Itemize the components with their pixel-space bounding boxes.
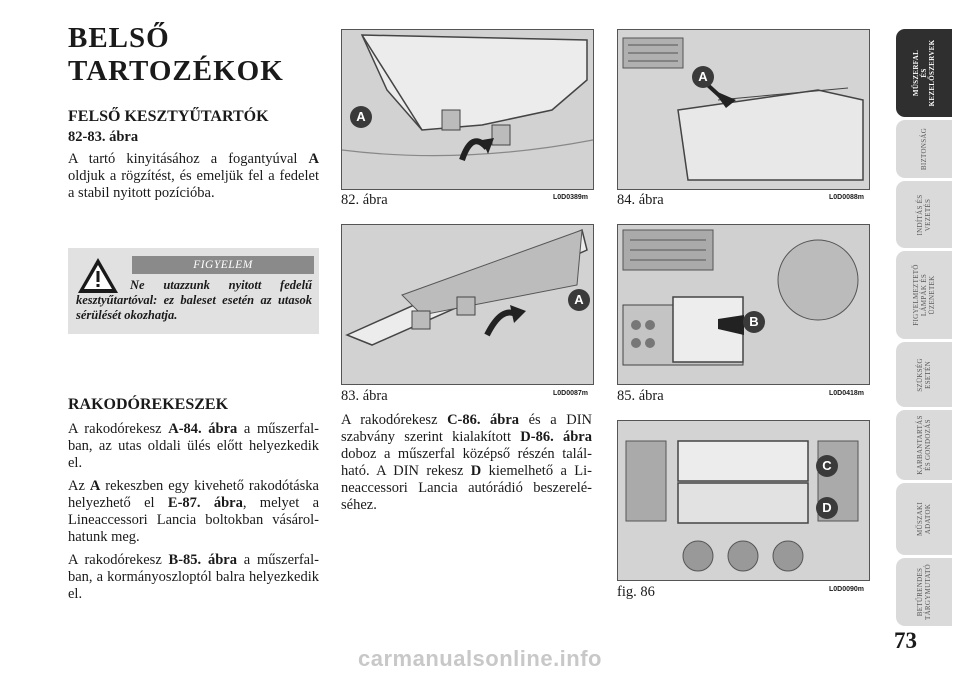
figure-84-code: L0D0088m: [829, 194, 865, 201]
figure-82-drawing: [342, 30, 593, 189]
figure-83: [341, 224, 594, 385]
figure-83-caption: 83. ábra: [341, 388, 388, 404]
figure-83-drawing: [342, 225, 593, 384]
storage-paragraph-3: A rakodórekesz B-85. ábra a műszerfalban, a kormányoszloptól balra helyezkedik el.: [68, 552, 319, 602]
glovebox-heading: FELSŐ KESZTYŰTARTÓK: [68, 108, 269, 125]
figure-86-label-d: D: [816, 497, 838, 519]
tab-technical-data[interactable]: MŰSZAKI ADATOK: [896, 483, 952, 555]
tab-safety[interactable]: BIZTONSÁG: [896, 120, 952, 178]
figure-82-label-a: A: [350, 106, 372, 128]
tab-warning-lights-and-messages[interactable]: FIGYELMEZTETŐ LÁMPÁK ÉS ÜZENETEK: [896, 251, 952, 339]
figure-85: [617, 224, 870, 385]
figure-84: [617, 29, 870, 190]
tab-instruments-and-controls[interactable]: MŰSZERFAL ÉS KEZELŐSZERVEK: [896, 29, 952, 117]
glovebox-text: A tartó kinyitásához a fogantyúval A oldjuk a rögzítést, és emeljük fel a fedelet a stabil nyitott pozícióba.: [68, 151, 319, 201]
figure-82-caption: 82. ábra: [341, 192, 388, 208]
figure-82-code: L0D0389m: [553, 194, 589, 201]
din-paragraph: A rakodórekesz C-86. ábra és a DIN szabvány szerint kialakított D-86. ábra doboz a műszerfal középső részén található. A DIN rekesz D kiemelhető a Lineaccessori Lancia autórádió beszereléséhez.: [341, 412, 592, 513]
figure-83-code: L0D0087m: [553, 390, 589, 397]
warning-tab: FIGYELEM: [132, 256, 314, 274]
storage-heading: RAKODÓREKESZEK: [68, 396, 229, 413]
glovebox-figref: 82-83. ábra: [68, 129, 139, 145]
warning-text: Ne utazzunk nyitott fedelű kesztyűtartóval: ez baleset esetén az utasok sérülését okozhatja.: [76, 278, 312, 322]
glovebox-section: [68, 108, 319, 202]
figure-84-caption: 84. ábra: [617, 192, 664, 208]
figure-83-label-a: A: [568, 289, 590, 311]
tab-starting-and-driving[interactable]: INDÍTÁS ÉS VEZETÉS: [896, 181, 952, 248]
figure-82: [341, 29, 594, 190]
page-number: 73: [894, 628, 917, 653]
figure-85-caption: 85. ábra: [617, 388, 664, 404]
figure-86: [617, 420, 870, 581]
tab-emergency[interactable]: SZÜKSÉG ESETÉN: [896, 342, 952, 407]
warning-box: [68, 248, 319, 334]
figure-86-code: L0D0090m: [829, 586, 865, 593]
watermark: carmanualsonline.info: [358, 646, 602, 671]
figure-85-drawing: [618, 225, 869, 384]
figure-86-label-c: C: [816, 455, 838, 477]
storage-paragraph-1: A rakodórekesz A-84. ábra a műszerfalban, az utas oldali ülés előtt helyezkedik el.: [68, 421, 319, 471]
section-title: BELSŐ TARTOZÉKOK: [68, 22, 284, 87]
tab-maintenance-and-care[interactable]: KARBANTARTÁS ÉS GONDOZÁS: [896, 410, 952, 480]
figure-85-label-b: B: [743, 311, 765, 333]
figure-85-code: L0D0418m: [829, 390, 865, 397]
figure-84-drawing: [618, 30, 869, 189]
figure-84-label-a: A: [692, 66, 714, 88]
figure-86-caption: fig. 86: [617, 584, 655, 600]
storage-section: [68, 396, 319, 603]
tab-alphabetical-index[interactable]: BETŰRENDES TÁRGYMUTATÓ: [896, 558, 952, 626]
storage-paragraph-2: Az A rekeszben egy kivehető rakodótáska helyezhető el E-87. ábra, melyet a Lineaccessori Lancia boltokban vásárolhatunk meg.: [68, 478, 320, 545]
